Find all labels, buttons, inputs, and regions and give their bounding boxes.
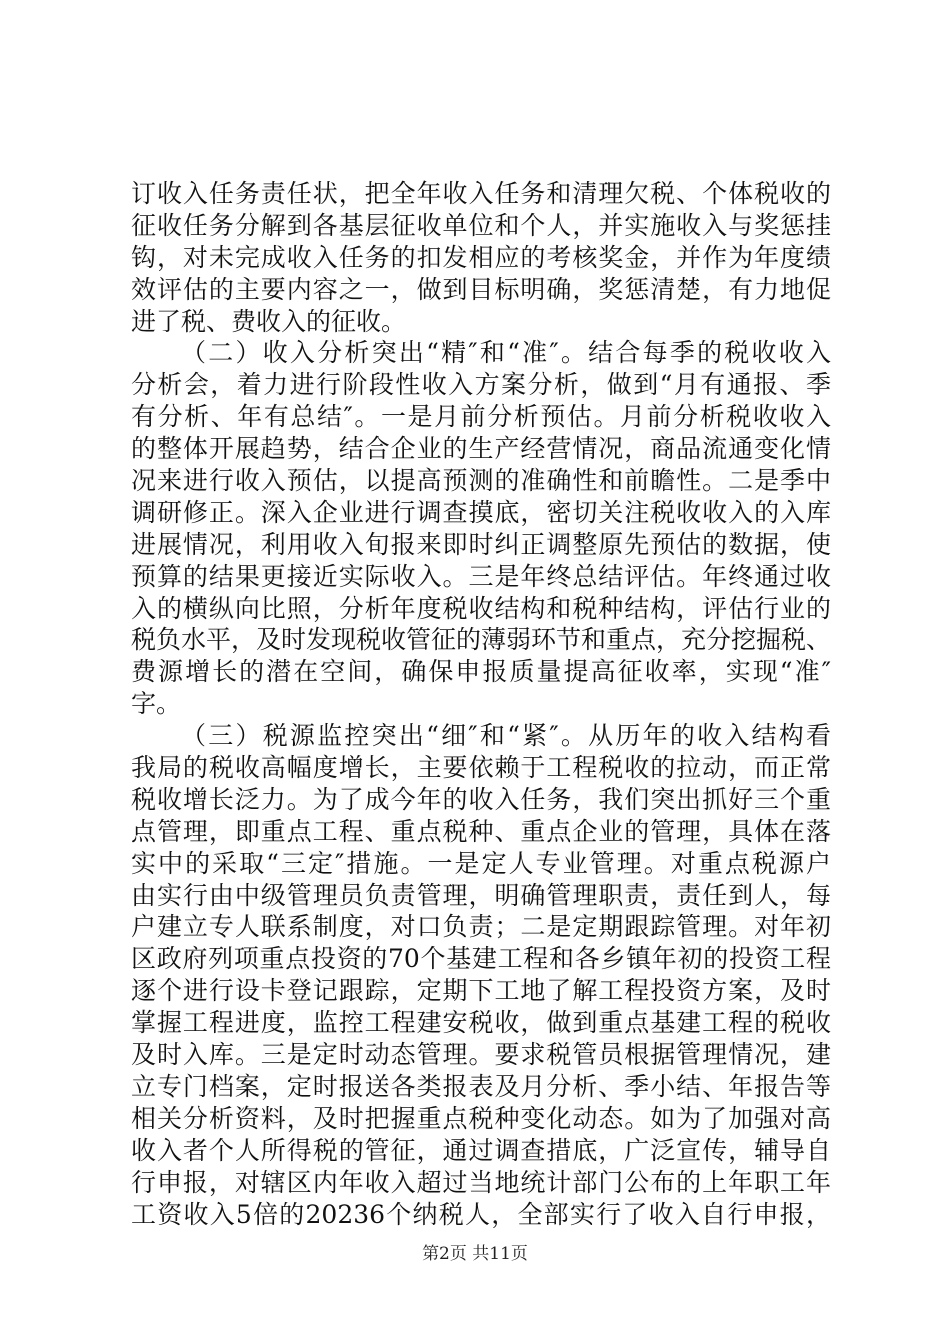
text-line: 由实行由中级管理员负责管理，明确管理职责，责任到人，每 xyxy=(131,880,831,910)
text-line: 行申报，对辖区内年收入超过当地统计部门公布的上年职工年 xyxy=(131,1167,831,1197)
text-line: 进了税、费收入的征收。 xyxy=(131,306,407,336)
text-line: 户建立专人联系制度，对口负责；二是定期跟踪管理。对年初 xyxy=(131,912,831,942)
text-line: 区政府列项重点投资的70个基建工程和各乡镇年初的投资工程 xyxy=(131,944,831,974)
page-footer xyxy=(0,1243,950,1265)
text-line: 入的横纵向比照，分析年度税收结构和税种结构，评估行业的 xyxy=(131,593,831,623)
text-line: 订收入任务责任状，把全年收入任务和清理欠税、个体税收的 xyxy=(131,179,831,208)
text-line: 立专门档案，定时报送各类报表及月分析、季小结、年报告等 xyxy=(131,1071,831,1101)
text-line: 效评估的主要内容之一，做到目标明确，奖惩清楚，有力地促 xyxy=(131,274,831,304)
text-line: 点管理，即重点工程、重点税种、重点企业的管理，具体在落 xyxy=(131,816,831,846)
text-line: （二）收入分析突出“精″和“准″。结合每季的税收收入 xyxy=(181,338,831,368)
page-number-label: 第2页 共11页 xyxy=(422,1244,528,1264)
text-line: 收入者个人所得税的管征，通过调查措底，广泛宣传，辅导自 xyxy=(131,1135,831,1165)
text-line: 费源增长的潜在空间，确保申报质量提高征收率，实现“准″ xyxy=(131,657,831,687)
text-line: 逐个进行设卡登记跟踪，定期下工地了解工程投资方案，及时 xyxy=(131,976,831,1006)
text-line: 税收增长泛力。为了成今年的收入任务，我们突出抓好三个重 xyxy=(131,784,831,814)
text-line: 预算的结果更接近实际收入。三是年终总结评估。年终通过收 xyxy=(131,561,831,591)
text-line: 钩，对未完成收入任务的扣发相应的考核奖金，并作为年度绩 xyxy=(131,242,831,272)
text-line: 我局的税收高幅度增长，主要依赖于工程税收的拉动，而正常 xyxy=(131,753,831,783)
text-line: 掌握工程进度，监控工程建安税收，做到重点基建工程的税收 xyxy=(131,1008,831,1038)
text-line: 调研修正。深入企业进行调查摸底，密切关注税收收入的入库 xyxy=(131,497,831,527)
text-line: 况来进行收入预估，以提高预测的准确性和前瞻性。二是季中 xyxy=(131,466,831,496)
text-line: 分析会，着力进行阶段性收入方案分析，做到“月有通报、季 xyxy=(131,370,831,400)
text-line: 工资收入5倍的20236个纳税人，全部实行了收入自行申报， xyxy=(131,1199,831,1229)
text-line: 征收任务分解到各基层征收单位和个人，并实施收入与奖惩挂 xyxy=(131,210,831,240)
body-text xyxy=(131,178,831,1230)
text-line: （三）税源监控突出“细″和“紧″。从历年的收入结构看 xyxy=(181,721,831,751)
text-line: 有分析、年有总结″。一是月前分析预估。月前分析税收收入 xyxy=(131,402,831,432)
text-line: 税负水平，及时发现税收管征的薄弱环节和重点，充分挖掘税、 xyxy=(131,625,832,655)
text-line: 及时入库。三是定时动态管理。要求税管员根据管理情况，建 xyxy=(131,1040,831,1070)
text-line: 字。 xyxy=(131,689,182,719)
text-line: 相关分析资料，及时把握重点税种变化动态。如为了加强对高 xyxy=(131,1103,831,1133)
text-line: 实中的采取“三定″措施。一是定人专业管理。对重点税源户 xyxy=(131,848,831,878)
text-line: 的整体开展趋势，结合企业的生产经营情况，商品流通变化情 xyxy=(131,434,831,464)
text-line: 进展情况，利用收入旬报来即时纠正调整原先预估的数据，使 xyxy=(131,529,831,559)
